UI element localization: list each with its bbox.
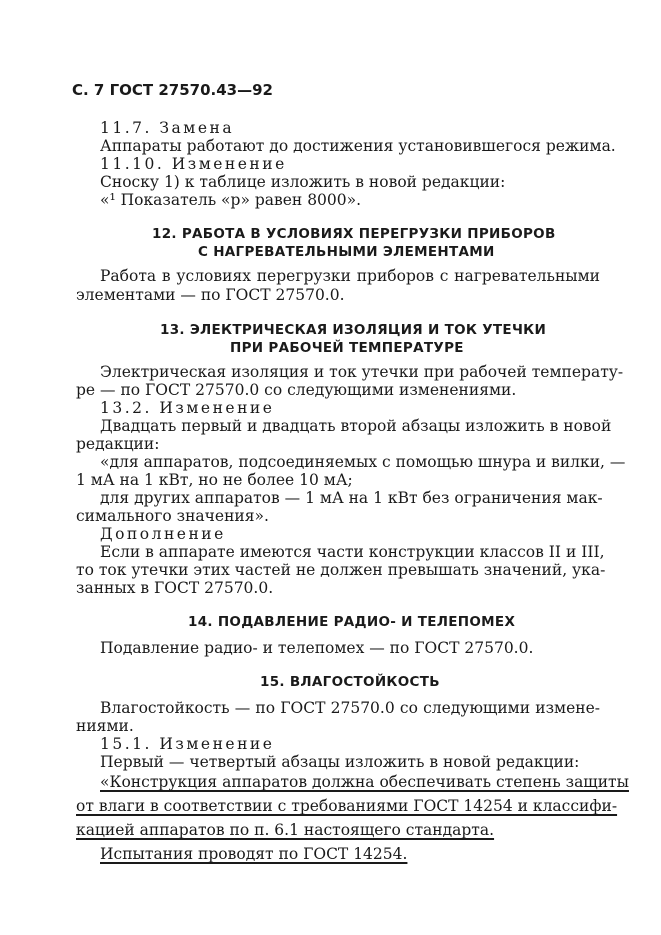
clause-13-2-text-line2: редакции: bbox=[76, 435, 160, 453]
clause-15-1-quote-line1: «Конструкция аппаратов должна обеспечивать степень защиты bbox=[100, 773, 629, 791]
addition-text-line3: занных в ГОСТ 27570.0. bbox=[76, 579, 274, 597]
section-14-text: Подавление радио- и телепомех — по ГОСТ 27570.0. bbox=[100, 639, 534, 657]
footnote-text: «¹ Показатель «р» равен 8000». bbox=[100, 191, 362, 209]
clause-11-10-text: Сноску 1) к таблице изложить в новой редакции: bbox=[100, 173, 506, 191]
clause-13-2-quote-line3: для других аппаратов — 1 мА на 1 кВт без ограничения мак- bbox=[100, 489, 603, 507]
section-13-text-line2: ре — по ГОСТ 27570.0 со следующими изменениями. bbox=[76, 381, 517, 399]
section-13-title-line2: ПРИ РАБОЧЕЙ ТЕМПЕРАТУРЕ bbox=[230, 340, 464, 356]
section-15-text-line1: Влагостойкость — по ГОСТ 27570.0 со следующими измене- bbox=[100, 699, 600, 717]
addition-text-line1: Если в аппарате имеются части конструкции классов II и III, bbox=[100, 543, 605, 561]
clause-13-2-quote-line1: «для аппаратов, подсоединяемых с помощью шнура и вилки, — bbox=[100, 453, 626, 471]
clause-11-7-text: Аппараты работают до достижения установившегося режима. bbox=[100, 137, 616, 155]
section-15-text-line2: ниями. bbox=[76, 717, 134, 735]
section-13-text-line1: Электрическая изоляция и ток утечки при рабочей температу- bbox=[100, 363, 624, 381]
section-15-title: 15. ВЛАГОСТОЙКОСТЬ bbox=[260, 674, 440, 690]
clause-13-2-heading: 13.2. Изменение bbox=[100, 399, 275, 417]
section-12-title-line2: С НАГРЕВАТЕЛЬНЫМИ ЭЛЕМЕНТАМИ bbox=[198, 244, 495, 260]
section-12-text-line2: элементами — по ГОСТ 27570.0. bbox=[76, 286, 345, 304]
clause-15-1-quote-line4: Испытания проводят по ГОСТ 14254. bbox=[100, 845, 408, 863]
clause-13-2-text-line1: Двадцать первый и двадцать второй абзацы изложить в новой bbox=[100, 417, 612, 435]
section-13-title-line1: 13. ЭЛЕКТРИЧЕСКАЯ ИЗОЛЯЦИЯ И ТОК УТЕЧКИ bbox=[160, 322, 547, 338]
addition-text-line2: то ток утечки этих частей не должен превышать значений, ука- bbox=[76, 561, 606, 579]
section-14-title: 14. ПОДАВЛЕНИЕ РАДИО- И ТЕЛЕПОМЕХ bbox=[188, 614, 516, 630]
clause-15-1-quote-line2: от влаги в соответствии с требованиями ГОСТ 14254 и классифи- bbox=[76, 797, 618, 815]
clause-15-1-quote-line3: кацией аппаратов по п. 6.1 настоящего стандарта. bbox=[76, 821, 495, 839]
section-12-title-line1: 12. РАБОТА В УСЛОВИЯХ ПЕРЕГРУЗКИ ПРИБОРОВ bbox=[152, 226, 556, 242]
clause-11-7-heading: 11.7. Замена bbox=[100, 119, 235, 137]
clause-13-2-quote-line2: 1 мА на 1 кВт, но не более 10 мА; bbox=[76, 471, 353, 489]
clause-13-2-quote-line4: симального значения». bbox=[76, 507, 269, 525]
clause-15-1-text: Первый — четвертый абзацы изложить в новой редакции: bbox=[100, 753, 580, 771]
page-header: С. 7 ГОСТ 27570.43—92 bbox=[72, 81, 273, 99]
addition-heading: Дополнение bbox=[100, 525, 226, 543]
section-12-text-line1: Работа в условиях перегрузки приборов с нагревательными bbox=[100, 267, 600, 285]
clause-11-10-heading: 11.10. Изменение bbox=[100, 155, 287, 173]
clause-15-1-heading: 15.1. Изменение bbox=[100, 735, 275, 753]
